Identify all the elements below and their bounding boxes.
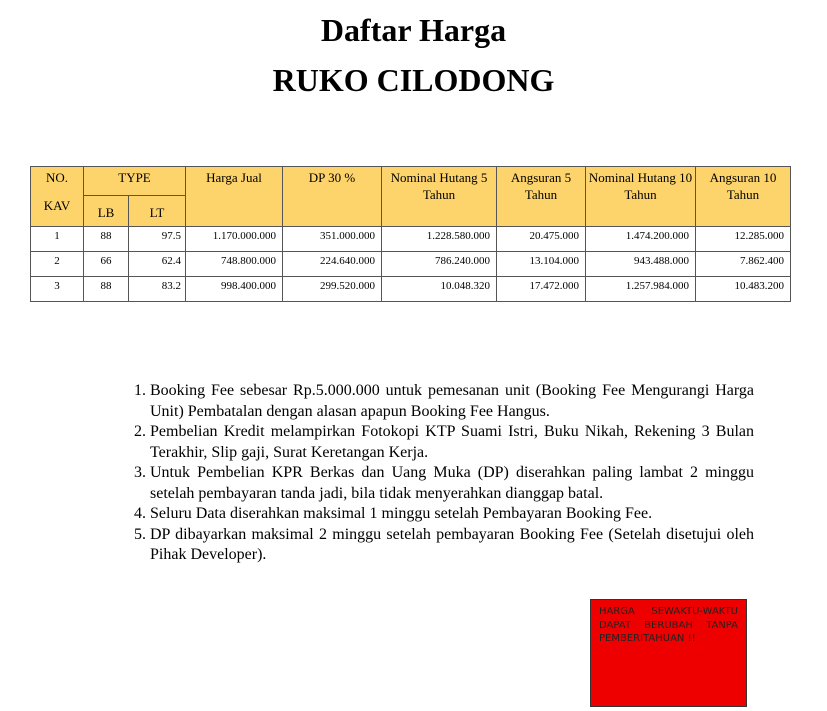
terms-list bbox=[122, 381, 754, 566]
column-header-dp: DP 30 % bbox=[283, 167, 382, 227]
column-header-lb: LB bbox=[84, 196, 129, 227]
cell-hutang-10: 943.488.000 bbox=[586, 252, 696, 277]
list-item: 1. Booking Fee sebesar Rp.5.000.000 untuk pemesanan unit (Booking Fee Mengurangi Harga Unit) Pembatalan dengan alasan apapun Booking Fee Hangus. bbox=[150, 381, 754, 422]
cell-no: 3 bbox=[31, 277, 84, 302]
cell-dp: 299.520.000 bbox=[283, 277, 382, 302]
column-header-no-kav bbox=[31, 167, 84, 227]
page-title: Daftar Harga bbox=[320, 12, 507, 48]
cell-lb: 66 bbox=[84, 252, 129, 277]
cell-hutang-5: 1.228.580.000 bbox=[382, 227, 497, 252]
cell-lt: 62.4 bbox=[129, 252, 186, 277]
cell-angsuran-10: 10.483.200 bbox=[696, 277, 791, 302]
table-header-row bbox=[31, 167, 791, 196]
header-kav: KAV bbox=[43, 198, 71, 213]
list-item: 4. Seluru Data diserahkan maksimal 1 minggu setelah Pembayaran Booking Fee. bbox=[150, 504, 754, 525]
column-header-hutang-10: Nominal Hutang 10 Tahun bbox=[586, 167, 696, 227]
cell-hutang-5: 10.048.320 bbox=[382, 277, 497, 302]
cell-angsuran-5: 20.475.000 bbox=[497, 227, 586, 252]
column-header-type: TYPE bbox=[84, 167, 186, 196]
list-item: 3. Untuk Pembelian KPR Berkas dan Uang Muka (DP) diserahkan paling lambat 2 minggu setelah pembayaran tanda jadi, bila tidak menyerahkan dianggap batal. bbox=[150, 463, 754, 504]
cell-no: 2 bbox=[31, 252, 84, 277]
cell-harga-jual: 1.170.000.000 bbox=[186, 227, 283, 252]
table-row bbox=[31, 277, 791, 302]
cell-lb: 88 bbox=[84, 277, 129, 302]
column-header-angsuran-10: Angsuran 10 Tahun bbox=[696, 167, 791, 227]
cell-lb: 88 bbox=[84, 227, 129, 252]
cell-dp: 351.000.000 bbox=[283, 227, 382, 252]
cell-dp: 224.640.000 bbox=[283, 252, 382, 277]
table-row bbox=[31, 252, 791, 277]
cell-hutang-10: 1.474.200.000 bbox=[586, 227, 696, 252]
cell-lt: 97.5 bbox=[129, 227, 186, 252]
cell-lt: 83.2 bbox=[129, 277, 186, 302]
list-item: 5. DP dibayarkan maksimal 2 minggu setelah pembayaran Booking Fee (Setelah disetujui oleh Pihak Developer). bbox=[150, 525, 754, 566]
warning-text: HARGA SEWAKTU-WAKTU DAPAT BERUBAH TANPA PEMBERITAHUAN !! bbox=[599, 606, 738, 644]
cell-angsuran-10: 12.285.000 bbox=[696, 227, 791, 252]
table-row bbox=[31, 227, 791, 252]
header-no: NO. bbox=[45, 170, 69, 185]
price-change-warning bbox=[590, 599, 747, 707]
cell-no: 1 bbox=[31, 227, 84, 252]
column-header-harga-jual: Harga Jual bbox=[186, 167, 283, 227]
cell-harga-jual: 998.400.000 bbox=[186, 277, 283, 302]
cell-angsuran-5: 17.472.000 bbox=[497, 277, 586, 302]
column-header-hutang-5: Nominal Hutang 5 Tahun bbox=[382, 167, 497, 227]
column-header-lt: LT bbox=[129, 196, 186, 227]
cell-hutang-10: 1.257.984.000 bbox=[586, 277, 696, 302]
list-item: 2. Pembelian Kredit melampirkan Fotokopi KTP Suami Istri, Buku Nikah, Rekening 3 Bulan Terakhir, Slip gaji, Surat Keretangan Kerja. bbox=[150, 422, 754, 463]
cell-harga-jual: 748.800.000 bbox=[186, 252, 283, 277]
cell-angsuran-10: 7.862.400 bbox=[696, 252, 791, 277]
price-table bbox=[30, 166, 791, 302]
page-subtitle: RUKO CILODONG bbox=[272, 62, 555, 98]
cell-angsuran-5: 13.104.000 bbox=[497, 252, 586, 277]
column-header-angsuran-5: Angsuran 5 Tahun bbox=[497, 167, 586, 227]
cell-hutang-5: 786.240.000 bbox=[382, 252, 497, 277]
